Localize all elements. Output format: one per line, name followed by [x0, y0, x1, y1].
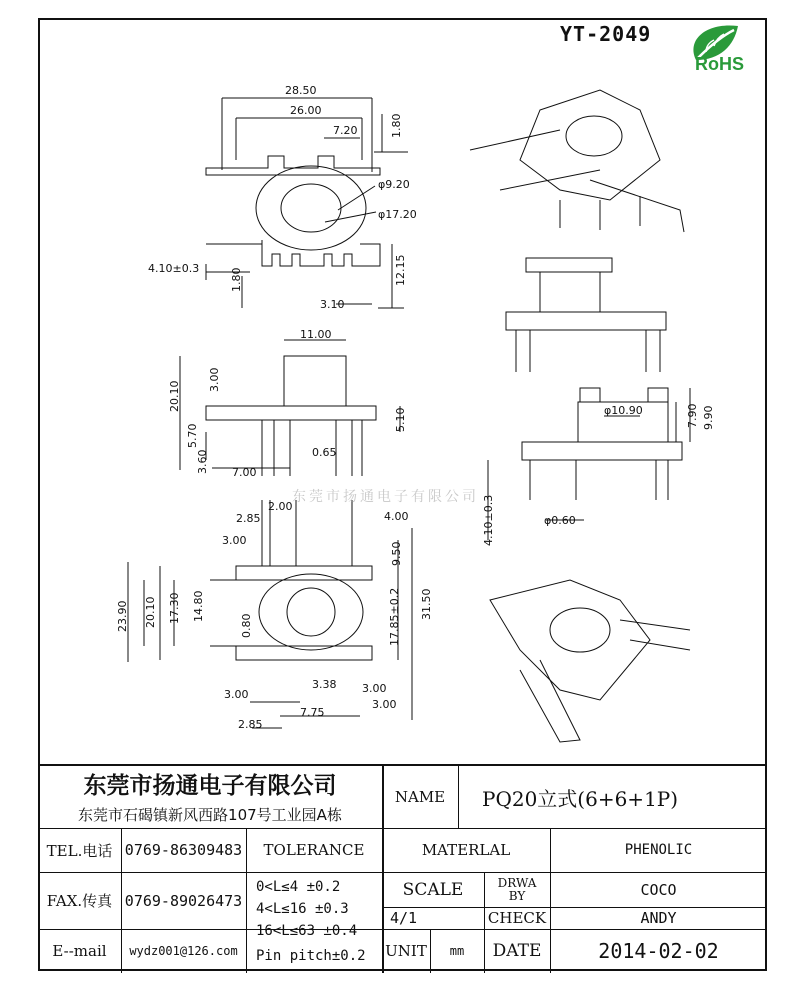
svg-text:20.10: 20.10 — [144, 596, 157, 628]
isometric-view-bottom — [490, 580, 690, 742]
tolerance-row: Pin pitch±0.2 — [256, 948, 366, 964]
svg-text:17.85±0.2: 17.85±0.2 — [388, 587, 401, 646]
svg-text:3.00: 3.00 — [372, 698, 397, 711]
date-value: 2014-02-02 — [598, 939, 719, 963]
rohs-label: RoHS — [695, 54, 744, 74]
tolerance-row: 16<L≤63 ±0.4 — [256, 923, 358, 939]
unit-value: mm — [449, 944, 465, 958]
check-label: CHECK — [487, 909, 547, 927]
svg-text:9.50: 9.50 — [390, 541, 403, 566]
fax-value: 0769-89026473 — [124, 891, 243, 910]
svg-text:31.50: 31.50 — [420, 588, 433, 620]
svg-text:φ9.20: φ9.20 — [378, 178, 410, 191]
tolerance-row: 0<L≤4 ±0.2 — [256, 879, 341, 895]
part-name: PQ20立式(6+6+1P) — [482, 786, 679, 811]
svg-text:12.15: 12.15 — [394, 254, 407, 286]
svg-text:23.90: 23.90 — [116, 600, 129, 632]
svg-text:5.10: 5.10 — [394, 407, 407, 432]
front-elevation — [506, 258, 666, 372]
bottom-view — [116, 500, 433, 731]
svg-text:φ10.90: φ10.90 — [604, 404, 643, 417]
svg-text:7.90: 7.90 — [686, 403, 699, 428]
svg-text:2.00: 2.00 — [268, 500, 293, 513]
svg-text:3.00: 3.00 — [222, 534, 247, 547]
drawn-by-label: DRWA BY — [497, 875, 537, 903]
svg-text:4.10±0.3: 4.10±0.3 — [482, 494, 495, 546]
scale-label: SCALE — [402, 879, 464, 900]
svg-text:3.00: 3.00 — [224, 688, 249, 701]
watermark: 东莞市扬通电子有限公司 — [292, 489, 479, 505]
isometric-view-top — [470, 90, 684, 232]
svg-text:1.80: 1.80 — [230, 267, 243, 292]
scale-value: 4/1 — [390, 909, 418, 927]
svg-text:φ0.60: φ0.60 — [544, 514, 576, 527]
title-block — [38, 764, 767, 973]
svg-text:17.30: 17.30 — [168, 592, 181, 624]
unit-label: UNIT — [385, 942, 427, 960]
tolerance-row: 4<L≤16 ±0.3 — [256, 901, 349, 917]
drawn-by-value: COCO — [640, 880, 677, 899]
svg-text:3.00: 3.00 — [362, 682, 387, 695]
svg-text:4.10±0.3: 4.10±0.3 — [148, 262, 200, 275]
top-view — [148, 84, 417, 311]
svg-text:3.10: 3.10 — [320, 298, 345, 311]
company-name: 东莞市扬通电子有限公司 — [83, 772, 337, 799]
name-label: NAME — [394, 788, 446, 806]
svg-text:7.75: 7.75 — [300, 706, 325, 719]
svg-text:0.80: 0.80 — [240, 613, 253, 638]
svg-text:9.90: 9.90 — [702, 405, 715, 430]
svg-text:26.00: 26.00 — [290, 104, 322, 117]
svg-text:0.65: 0.65 — [312, 446, 337, 459]
svg-text:4.00: 4.00 — [384, 510, 409, 523]
svg-text:14.80: 14.80 — [192, 590, 205, 622]
tel-label: TEL.电话 — [46, 841, 113, 860]
company-address: 东莞市石碣镇新风西路107号工业园A栋 — [78, 805, 342, 824]
date-label: DATE — [492, 941, 542, 961]
fax-label: FAX.传真 — [46, 892, 113, 910]
svg-text:1.80: 1.80 — [390, 113, 403, 138]
tolerance-label: TOLERANCE — [263, 841, 365, 859]
svg-text:3.00: 3.00 — [208, 367, 221, 392]
side-elevation — [482, 388, 715, 546]
material-label: MATERLAL — [421, 841, 511, 859]
svg-text:2.85: 2.85 — [238, 718, 263, 731]
material-value: PHENOLIC — [624, 842, 693, 858]
svg-text:7.20: 7.20 — [333, 124, 358, 137]
svg-text:11.00: 11.00 — [300, 328, 332, 341]
check-value: ANDY — [640, 909, 677, 927]
svg-text:3.38: 3.38 — [312, 678, 337, 691]
model-number: YT-2049 — [560, 22, 652, 46]
svg-text:7.00: 7.00 — [232, 466, 257, 479]
side-view — [168, 328, 407, 479]
svg-text:φ17.20: φ17.20 — [378, 208, 417, 221]
svg-text:28.50: 28.50 — [285, 84, 317, 97]
email-label: E--mail — [52, 942, 107, 960]
tel-value: 0769-86309483 — [124, 841, 243, 859]
svg-text:5.70: 5.70 — [186, 423, 199, 448]
svg-text:3.60: 3.60 — [196, 449, 209, 474]
svg-text:20.10: 20.10 — [168, 380, 181, 412]
email-value: wydz001@126.com — [129, 944, 238, 958]
svg-text:2.85: 2.85 — [236, 512, 261, 525]
